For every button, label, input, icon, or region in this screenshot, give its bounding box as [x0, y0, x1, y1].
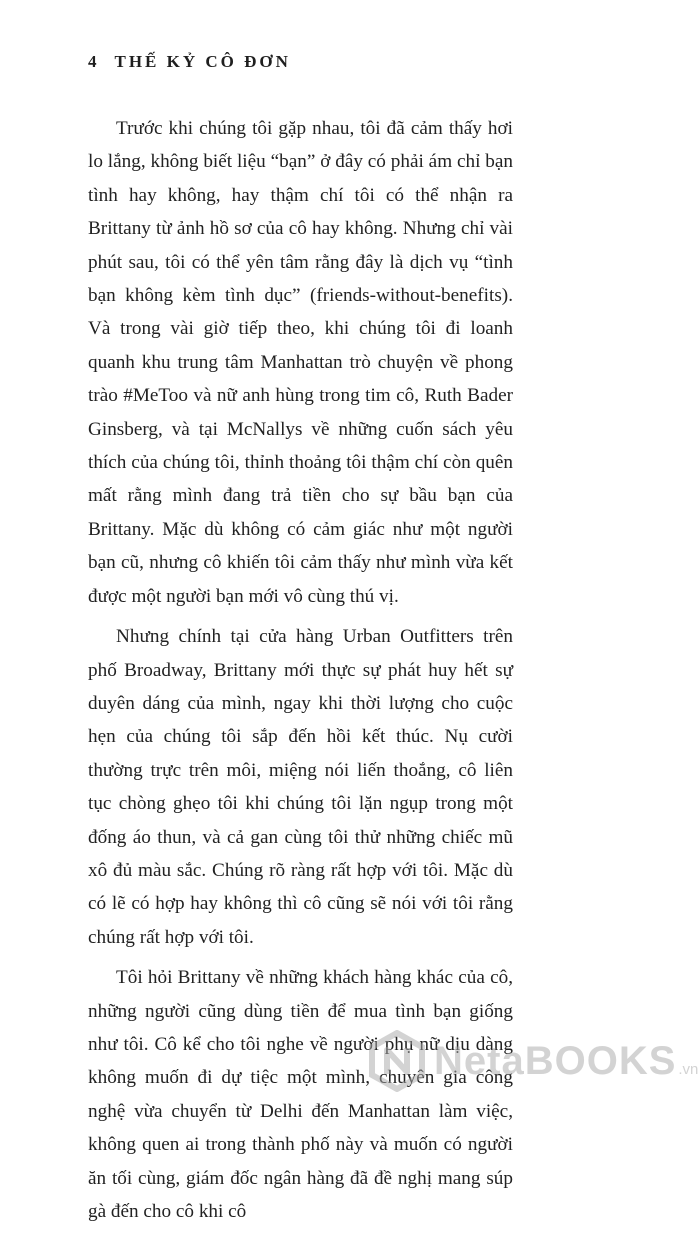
paragraph: Tôi hỏi Brittany về những khách hàng khác của cô, những người cũng dùng tiền để mua tình bạn giống như tôi. Cô kể cho tôi nghe về người phụ nữ dịu dàng không muốn đi dự tiệc một mình, chuyên gia công nghệ vừa chuyển từ Delhi đến Manhattan làm việc, không quen ai trong thành phố này và muốn có người ăn tối cùng, giám đốc ngân hàng đã đề nghị mang súp gà đến cho cô khi cô — [88, 967, 513, 1222]
watermark-brand: NetaBOOKS — [434, 1039, 677, 1083]
book-title: THẾ KỶ CÔ ĐƠN — [114, 52, 291, 71]
paragraph: Nhưng chính tại cửa hàng Urban Outfitters trên phố Broadway, Brittany mới thực sự phát huy hết sự duyên dáng của mình, ngay khi thời lượng cho cuộc hẹn của chúng tôi sắp đến hồi kết thúc. Nụ cười thường trực trên môi, miệng nói liến thoắng, cô liên tục chòng ghẹo tôi khi chúng tôi lặn ngụp trong một đống áo thun, và cả gan cùng tôi thử những chiếc mũ xô đủ màu sắc. Chúng rõ ràng rất hợp với tôi. Mặc dù có lẽ có hợp hay không thì cô cũng sẽ nói với tôi rằng chúng rất hợp với tôi. — [88, 626, 513, 948]
watermark — [368, 1026, 698, 1096]
paragraph: Trước khi chúng tôi gặp nhau, tôi đã cảm thấy hơi lo lắng, không biết liệu “bạn” ở đây có phải ám chỉ bạn tình hay không, hay thậm chí tôi có thể nhận ra Brittany từ ảnh hồ sơ của cô hay không. Nhưng chỉ vài phút sau, tôi có thể yên tâm rằng đây là dịch vụ “tình bạn không kèm tình dục” (friends-without-benefits). Và trong vài giờ tiếp theo, khi chúng tôi đi loanh quanh khu trung tâm Manhattan trò chuyện về phong trào #MeToo và nữ anh hùng trong tim cô, Ruth Bader Ginsberg, và tại McNallys về những cuốn sách yêu thích của chúng tôi, thỉnh thoảng tôi thậm chí còn quên mất rằng mình đang trả tiền cho sự bầu bạn của Brittany. Mặc dù không có cảm giác như một người bạn cũ, nhưng cô khiến tôi cảm thấy như mình vừa kết được một người bạn mới vô cùng thú vị. — [88, 118, 513, 607]
page-number: 4 — [88, 52, 97, 71]
running-header — [88, 52, 291, 76]
n-hexagon-logo-icon — [368, 1030, 426, 1092]
watermark-suffix: .vn — [678, 1061, 699, 1078]
